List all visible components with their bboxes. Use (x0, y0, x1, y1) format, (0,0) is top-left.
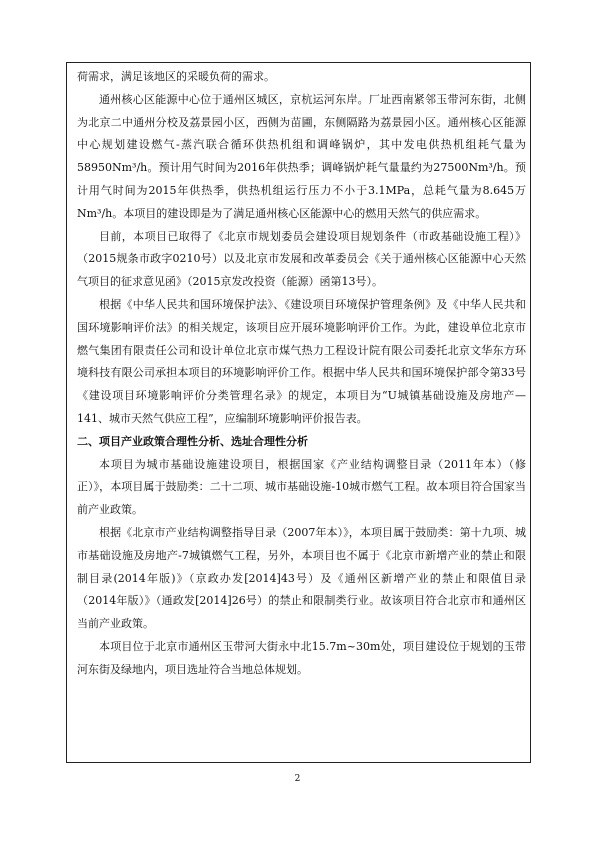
paragraph-6: 根据《北京市产业结构调整指导目录（2007年本）》，本项目属于鼓励类：第十九项、城市基础设施及房地产-7城镇燃气工程，另外，本项目也不属于《北京市新增产业的禁止和限制目录(2014年版)》（京政办发[2014]43号）及《通州区新增产业的禁止和限值目录（2014年版）》（通政发[2014]26号）的禁止和限制类行业。故该项目符合北京市和通州区当前产业政策。 (77, 525, 526, 631)
paragraph-1: 荷需求，满足该地区的采暖负荷的需求。 (77, 70, 275, 83)
section-heading: 二、项目产业政策合理性分析、选址合理性分析 (77, 434, 308, 448)
document-body (77, 66, 526, 682)
paragraph-3: 目前，本项目已取得了《北京市规划委员会建设项目规划条件（市政基础设施工程）》（2015规条市政字0210号）以及北京市发展和改革委员会《关于通州核心区能源中心天然气项目的征求意见函》（2015京发改投资（能源）函第13号）。 (77, 229, 526, 289)
document-frame (66, 62, 531, 763)
paragraph-4: 根据《中华人民共和国环境保护法》、《建设项目环境保护管理条例》及《中华人民共和国环境影响评价法》的相关规定，该项目应开展环境影响评价工作。为此，建设单位北京市燃气集团有限责任公司和设计单位北京市煤气热力工程设计院有限公司委托北京文华东方环境科技有限公司承担本项目的环境影响评价工作。根据中华人民共和国环境保护部令第33号《建设项目环境影响评价分类管理名录》的规定，本项目为“U城镇基础设施及房地产—141、城市天然气供应工程”，应编制环境影响评价报告表。 (77, 297, 526, 425)
paragraph-2: 通州核心区能源中心位于通州区城区，京杭运河东岸。厂址西南紧邻玉带河东街，北侧为北京二中通州分校及荔景园小区，西侧为苗圃，东侧隔路为荔景园小区。通州核心区能源中心规划建设燃气-蒸汽联合循环供热机组和调峰锅炉，其中发电供热机组耗气量为58950Nm³/h。预计用气时间为2016年供热季；调峰锅炉耗气量量约为27500Nm³/h。预计用气时间为2015年供热季，供热机组运行压力不小于3.1MPa，总耗气量为8.645万Nm³/h。本项目的建设即是为了满足通州核心区能源中心的燃用天然气的供应需求。 (77, 92, 526, 220)
page-number: 2 (294, 774, 301, 784)
paragraph-5: 本项目为城市基础设施建设项目，根据国家《产业结构调整目录（2011年本）（修正）》，本项目属于鼓励类：二十二项、城市基础设施-10城市燃气工程。故本项目符合国家当前产业政策。 (77, 457, 526, 517)
paragraph-7: 本项目位于北京市通州区玉带河大街永中北15.7m~30m处，项目建设位于规划的玉带河东街及绿地内，项目选址符合当地总体规划。 (77, 639, 526, 676)
